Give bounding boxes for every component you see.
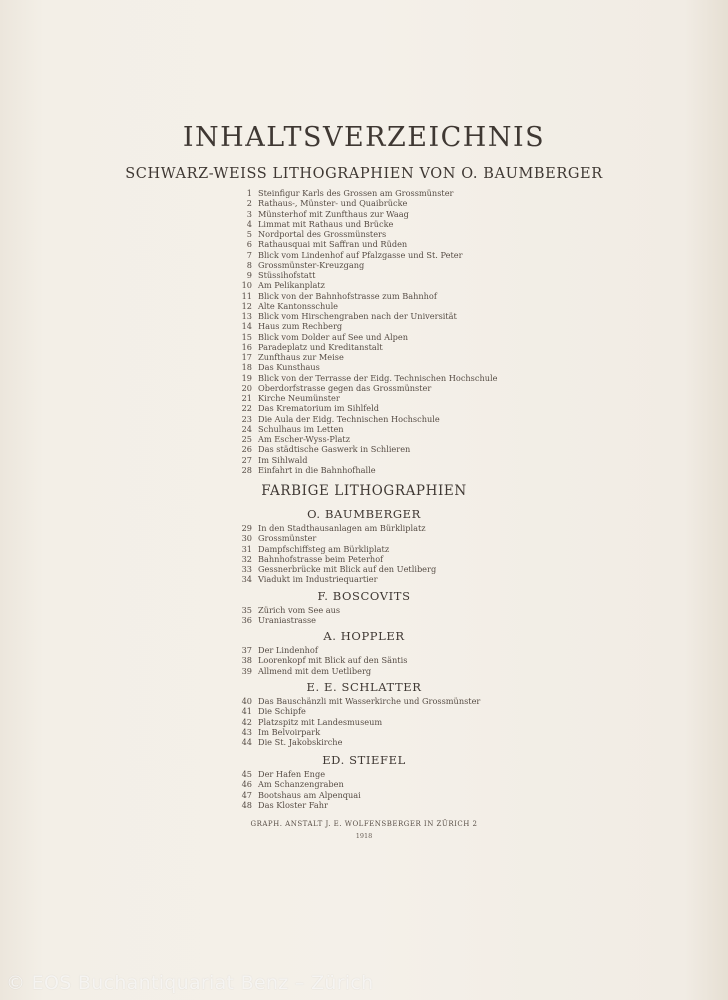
publication-year: 1918: [355, 832, 373, 840]
item-title: Blick vom Dolder auf See und Alpen: [258, 331, 409, 342]
item-number: 44: [241, 737, 252, 747]
list-item: [232, 342, 562, 352]
artist-heading-boscovits: F. BOSCOVITS: [317, 589, 411, 603]
list-item: [232, 779, 562, 789]
list-item: [232, 727, 562, 737]
item-title: Oberdorfstrasse gegen das Grossmünster: [258, 382, 432, 393]
list-item: [232, 434, 562, 444]
artist-heading-stiefel: ED. STIEFEL: [322, 753, 406, 767]
list-item: [232, 219, 562, 229]
item-number: 27: [241, 454, 252, 465]
item-title: Rathaus-, Münster- und Quaibrücke: [258, 198, 408, 209]
list-item: [232, 574, 562, 584]
list-item: [232, 666, 562, 676]
list-item: [232, 696, 562, 706]
item-title: Alte Kantonsschule: [258, 300, 339, 311]
list-item: [232, 455, 562, 465]
list-item: [232, 605, 562, 615]
item-number: 23: [241, 413, 252, 424]
item-title: Am Escher-Wyss-Platz: [258, 434, 351, 444]
item-title: Blick vom Lindenhof auf Pfalzgasse und St. Peter: [258, 249, 463, 260]
color-list-boscovits: [232, 605, 562, 626]
list-item: [232, 198, 562, 208]
list-item: [232, 544, 562, 554]
item-title: Steinfigur Karls des Grossen am Grossmünster: [258, 188, 454, 198]
list-item: [232, 229, 562, 239]
item-title: Blick von der Terrasse der Eidg. Technischen Hochschule: [258, 372, 498, 383]
item-title: Zürich vom See aus: [258, 605, 341, 615]
item-number: 4: [246, 218, 252, 229]
item-number: 28: [241, 464, 252, 475]
item-title: Stüssihofstatt: [258, 270, 316, 280]
item-number: 16: [241, 341, 252, 352]
item-number: 13: [241, 311, 252, 321]
item-title: Paradeplatz und Kreditanstalt: [258, 341, 383, 352]
publisher-line: GRAPH. ANSTALT J. E. WOLFENSBERGER IN ZÜRICH 2: [250, 820, 478, 828]
item-number: 25: [241, 434, 252, 444]
item-number: 30: [241, 533, 252, 544]
list-item: [232, 270, 562, 280]
item-number: 47: [241, 789, 252, 800]
list-item: [232, 424, 562, 434]
item-number: 5: [246, 229, 252, 239]
list-item: [232, 645, 562, 655]
item-number: 10: [241, 280, 252, 291]
item-number: 19: [241, 372, 252, 383]
list-item: [232, 209, 562, 219]
item-title: Grossmünster: [258, 533, 317, 544]
item-number: 32: [241, 553, 252, 564]
item-title: Limmat mit Rathaus und Brücke: [258, 218, 394, 229]
item-title: Allmend mit dem Uetliberg: [258, 665, 372, 676]
artist-heading-baumberger: O. BAUMBERGER: [307, 507, 421, 521]
item-number: 7: [246, 249, 252, 260]
item-title: Das Krematorium im Sihlfeld: [258, 403, 380, 414]
list-item: [232, 239, 562, 249]
list-item: [232, 362, 562, 372]
item-number: 36: [241, 615, 252, 626]
list-item: [232, 393, 562, 403]
item-number: 29: [241, 523, 252, 533]
item-number: 45: [241, 769, 252, 779]
item-title: Das Kunsthaus: [258, 362, 320, 373]
item-number: 39: [241, 665, 252, 676]
list-item: [232, 301, 562, 311]
item-title: Schulhaus im Letten: [258, 423, 344, 434]
item-title: Der Hafen Enge: [258, 769, 326, 779]
item-number: 38: [241, 655, 252, 666]
list-item: [232, 717, 562, 727]
item-title: Die Schipfe: [258, 706, 306, 717]
item-title: Das Kloster Fahr: [258, 799, 328, 810]
item-title: Grossmünster-Kreuzgang: [258, 259, 365, 270]
item-number: 31: [241, 543, 252, 554]
item-title: Am Schanzengraben: [258, 779, 344, 790]
item-title: Bootshaus am Alpenquai: [258, 789, 361, 800]
list-item: [232, 321, 562, 331]
list-item: [232, 523, 562, 533]
item-title: Nordportal des Grossmünsters: [258, 229, 387, 239]
item-title: Loorenkopf mit Blick auf den Säntis: [258, 655, 408, 666]
list-item: [232, 188, 562, 198]
item-title: Blick von der Bahnhofstrasse zum Bahnhof: [258, 290, 437, 301]
list-item: [232, 414, 562, 424]
color-list-schlatter: [232, 696, 562, 747]
item-title: Uraniastrasse: [258, 615, 317, 626]
list-item: [232, 373, 562, 383]
item-number: 11: [241, 290, 252, 301]
list-item: [232, 554, 562, 564]
list-item: [232, 403, 562, 413]
item-number: 2: [246, 198, 252, 209]
list-item: [232, 769, 562, 779]
item-title: Dampfschiffsteg am Bürkliplatz: [258, 543, 390, 554]
color-list-baumberger: [232, 523, 562, 585]
item-title: Platzspitz mit Landesmuseum: [258, 716, 383, 727]
item-title: In den Stadthausanlagen am Bürkliplatz: [258, 523, 426, 533]
item-number: 6: [246, 239, 252, 250]
bw-lithograph-list: [232, 188, 562, 475]
item-title: Die Aula der Eidg. Technischen Hochschule: [258, 413, 440, 424]
item-title: Das städtische Gaswerk in Schlieren: [258, 444, 411, 455]
item-number: 48: [241, 799, 252, 810]
artist-heading-hoppler: A. HOPPLER: [323, 629, 405, 643]
item-number: 1: [246, 188, 252, 198]
item-number: 14: [241, 321, 252, 332]
item-title: Kirche Neumünster: [258, 393, 340, 403]
item-title: Am Pelikanplatz: [258, 280, 325, 291]
item-number: 34: [241, 574, 252, 585]
artist-heading-schlatter: E. E. SCHLATTER: [306, 680, 422, 694]
item-title: Der Lindenhof: [258, 645, 318, 655]
item-number: 33: [241, 564, 252, 574]
item-number: 17: [241, 352, 252, 362]
item-title: Zunfthaus zur Meise: [258, 352, 344, 362]
item-number: 22: [241, 403, 252, 414]
item-number: 12: [241, 300, 252, 311]
item-title: Haus zum Rechberg: [258, 321, 343, 332]
item-number: 21: [241, 393, 252, 403]
item-title: Das Bauschänzli mit Wasserkirche und Grossmünster: [258, 696, 481, 706]
color-list-hoppler: [232, 645, 562, 676]
item-number: 37: [241, 645, 252, 655]
section-subtitle-bw: SCHWARZ-WEISS LITHOGRAPHIEN VON O. BAUMBERGER: [125, 166, 603, 182]
item-title: Gessnerbrücke mit Blick auf den Uetliberg: [258, 564, 437, 574]
item-number: 35: [241, 605, 252, 615]
list-item: [232, 444, 562, 454]
list-item: [232, 250, 562, 260]
item-title: Münsterhof mit Zunfthaus zur Waag: [258, 208, 409, 219]
item-number: 20: [241, 382, 252, 393]
list-item: [232, 800, 562, 810]
item-number: 18: [241, 362, 252, 373]
item-number: 43: [241, 726, 252, 737]
item-number: 9: [246, 270, 252, 280]
list-item: [232, 383, 562, 393]
list-item: [232, 280, 562, 290]
page-title: INHALTSVERZEICHNIS: [182, 122, 546, 153]
color-list-stiefel: [232, 769, 562, 810]
item-number: 3: [246, 208, 252, 219]
item-title: Die St. Jakobskirche: [258, 737, 343, 747]
watermark-text: © EOS Buchantiquariat Benz – Zürich: [6, 972, 374, 994]
list-item: [232, 655, 562, 665]
item-number: 46: [241, 779, 252, 790]
list-item: [232, 706, 562, 716]
list-item: [232, 790, 562, 800]
item-number: 26: [241, 444, 252, 455]
list-item: [232, 564, 562, 574]
list-item: [232, 533, 562, 543]
item-title: Im Belvoirpark: [258, 726, 321, 737]
item-number: 15: [241, 331, 252, 342]
list-item: [232, 352, 562, 362]
list-item: [232, 465, 562, 475]
item-title: Einfahrt in die Bahnhofhalle: [258, 464, 376, 475]
list-item: [232, 260, 562, 270]
item-title: Viadukt im Industriequartier: [258, 574, 378, 585]
list-item: [232, 332, 562, 342]
list-item: [232, 311, 562, 321]
item-number: 42: [241, 716, 252, 727]
item-title: Im Sihlwald: [258, 454, 308, 465]
item-number: 40: [241, 696, 252, 706]
item-number: 41: [241, 706, 252, 717]
item-title: Bahnhofstrasse beim Peterhof: [258, 553, 384, 564]
item-title: Rathausquai mit Saffran und Rüden: [258, 239, 408, 250]
list-item: [232, 737, 562, 747]
color-section-heading: FARBIGE LITHOGRAPHIEN: [261, 483, 467, 499]
list-item: [232, 615, 562, 625]
item-title: Blick vom Hirschengraben nach der Universität: [258, 311, 457, 321]
item-number: 8: [246, 259, 252, 270]
item-number: 24: [241, 423, 252, 434]
list-item: [232, 291, 562, 301]
